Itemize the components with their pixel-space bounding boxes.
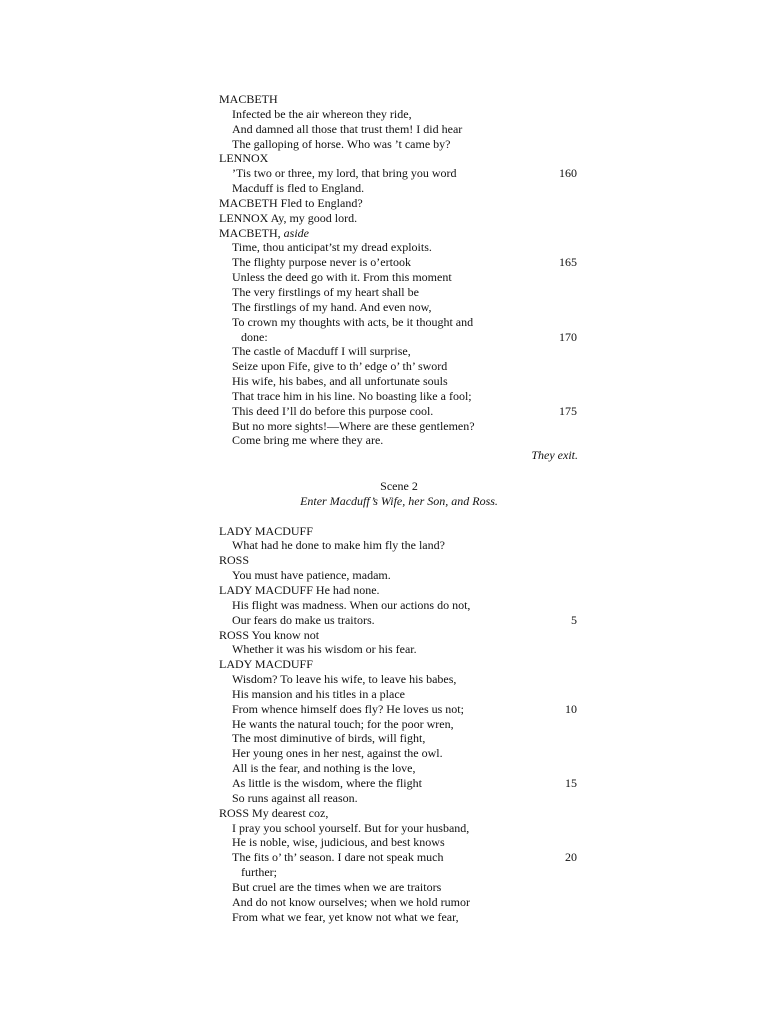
line-number: 20 bbox=[565, 850, 577, 865]
verse-text: Wisdom? To leave his wife, to leave his babes, bbox=[232, 672, 457, 687]
verse-line bbox=[219, 404, 579, 419]
verse-line bbox=[219, 598, 579, 613]
verse-line bbox=[219, 389, 579, 404]
verse-text: But no more sights!—Where are these gentlemen? bbox=[232, 418, 475, 433]
verse-line bbox=[219, 791, 579, 806]
verse-line bbox=[219, 240, 579, 255]
verse-text: Our fears do make us traitors. bbox=[232, 612, 375, 627]
verse-text: The most diminutive of birds, will fight, bbox=[232, 731, 426, 746]
speaker-line bbox=[219, 211, 579, 226]
speaker-line bbox=[219, 92, 579, 107]
line-number: 15 bbox=[565, 775, 577, 790]
verse-line bbox=[219, 107, 579, 122]
speaker-line bbox=[219, 151, 579, 166]
verse-text: And damned all those that trust them! I did hear bbox=[232, 121, 463, 136]
verse-line bbox=[219, 166, 579, 181]
speaker-line bbox=[219, 226, 579, 241]
verse-line bbox=[219, 344, 579, 359]
verse-line bbox=[219, 687, 579, 702]
verse-text: You must have patience, madam. bbox=[232, 568, 391, 583]
speaker-text: LENNOX bbox=[219, 151, 269, 166]
speaker-text: MACBETH Fled to England? bbox=[219, 195, 363, 210]
verse-line bbox=[219, 122, 579, 137]
verse-line bbox=[219, 181, 579, 196]
verse-text: He is noble, wise, judicious, and best knows bbox=[232, 835, 445, 850]
verse-text: Time, thou anticipat’st my dread exploits. bbox=[232, 240, 432, 255]
verse-line bbox=[219, 433, 579, 448]
stage-direction-exit: They exit. bbox=[531, 448, 578, 463]
verse-text: Come bring me where they are. bbox=[232, 433, 384, 448]
verse-text: Whether it was his wisdom or his fear. bbox=[232, 642, 417, 657]
scene2-dialogue bbox=[219, 524, 579, 925]
verse-text: The galloping of horse. Who was ’t came by? bbox=[232, 136, 451, 151]
verse-line bbox=[219, 613, 579, 628]
verse-text: From whence himself does fly? He loves us not; bbox=[232, 701, 464, 716]
speaker-line bbox=[219, 524, 579, 539]
speaker-line bbox=[219, 806, 579, 821]
verse-line bbox=[219, 672, 579, 687]
verse-text: Infected be the air whereon they ride, bbox=[232, 106, 412, 121]
verse-text: So runs against all reason. bbox=[232, 790, 358, 805]
speaker-line bbox=[219, 553, 579, 568]
verse-line bbox=[219, 731, 579, 746]
verse-text: The castle of Macduff I will surprise, bbox=[232, 344, 411, 359]
speaker-line bbox=[219, 657, 579, 672]
verse-line bbox=[219, 300, 579, 315]
verse-line bbox=[219, 270, 579, 285]
verse-line bbox=[219, 374, 579, 389]
speaker-text: ROSS You know not bbox=[219, 627, 320, 642]
line-number: 5 bbox=[571, 612, 577, 627]
verse-line bbox=[219, 255, 579, 270]
speaker-text: LADY MACDUFF bbox=[219, 657, 313, 672]
verse-text: Macduff is fled to England. bbox=[232, 181, 365, 196]
speaker-text: MACBETH bbox=[219, 92, 278, 106]
verse-line bbox=[219, 137, 579, 152]
line-number: 165 bbox=[559, 255, 577, 270]
stage-direction-entry: Enter Macduff’s Wife, her Son, and Ross. bbox=[300, 493, 498, 508]
line-number: 160 bbox=[559, 166, 577, 181]
verse-line bbox=[219, 285, 579, 300]
verse-text: The flighty purpose never is o’ertook bbox=[232, 255, 411, 270]
speaker-text: MACBETH, bbox=[219, 225, 281, 240]
verse-text: further; bbox=[241, 865, 277, 880]
verse-line bbox=[219, 642, 579, 657]
verse-text: All is the fear, and nothing is the love, bbox=[232, 761, 416, 776]
verse-text: His mansion and his titles in a place bbox=[232, 686, 405, 701]
verse-line bbox=[219, 776, 579, 791]
verse-text: ’Tis two or three, my lord, that bring you word bbox=[232, 166, 457, 181]
speaker-line bbox=[219, 196, 579, 211]
speaker-text: ROSS My dearest coz, bbox=[219, 805, 329, 820]
play-text bbox=[219, 92, 579, 924]
scene-heading: Scene 2 bbox=[380, 479, 418, 494]
speaker-text: LADY MACDUFF bbox=[219, 523, 313, 538]
verse-line bbox=[219, 880, 579, 895]
verse-text: done: bbox=[241, 329, 268, 344]
line-number: 170 bbox=[559, 329, 577, 344]
verse-line bbox=[219, 315, 579, 330]
verse-text: From what we fear, yet know not what we fear, bbox=[232, 909, 459, 924]
verse-continuation bbox=[219, 865, 579, 880]
speaker-text: LADY MACDUFF He had none. bbox=[219, 583, 380, 597]
verse-line bbox=[219, 359, 579, 374]
act3-scene1-ending bbox=[219, 92, 579, 463]
speaker-text: LENNOX Ay, my good lord. bbox=[219, 210, 358, 225]
line-number: 10 bbox=[565, 701, 577, 716]
verse-line bbox=[219, 895, 579, 910]
speaker-line bbox=[219, 583, 579, 598]
verse-text: The very firstlings of my heart shall be bbox=[232, 284, 419, 299]
verse-text: To crown my thoughts with acts, be it thought and bbox=[232, 314, 474, 329]
verse-line bbox=[219, 746, 579, 761]
verse-text: Unless the deed go with it. From this moment bbox=[232, 270, 452, 285]
verse-line bbox=[219, 717, 579, 732]
verse-line bbox=[219, 702, 579, 717]
verse-text: That trace him in his line. No boasting like a fool; bbox=[232, 388, 472, 403]
verse-continuation bbox=[219, 330, 579, 345]
verse-line bbox=[219, 761, 579, 776]
verse-text: Her young ones in her nest, against the owl. bbox=[232, 746, 443, 761]
verse-text: His flight was madness. When our actions do not, bbox=[232, 597, 471, 612]
verse-text: Seize upon Fife, give to th’ edge o’ th’ sword bbox=[232, 359, 448, 374]
verse-text: But cruel are the times when we are traitors bbox=[232, 879, 442, 894]
verse-text: As little is the wisdom, where the flight bbox=[232, 775, 422, 790]
verse-text: The firstlings of my hand. And even now, bbox=[232, 299, 432, 314]
verse-text: His wife, his babes, and all unfortunate souls bbox=[232, 374, 448, 389]
verse-text: He wants the natural touch; for the poor wren, bbox=[232, 716, 454, 731]
verse-line bbox=[219, 835, 579, 850]
stage-direction-aside: aside bbox=[283, 225, 310, 240]
speaker-line bbox=[219, 628, 579, 643]
verse-text: The fits o’ th’ season. I dare not speak much bbox=[232, 850, 444, 865]
line-number: 175 bbox=[559, 403, 577, 418]
verse-text: And do not know ourselves; when we hold rumor bbox=[232, 894, 470, 909]
verse-line bbox=[219, 850, 579, 865]
verse-line bbox=[219, 568, 579, 583]
verse-text: I pray you school yourself. But for your husband, bbox=[232, 820, 470, 835]
verse-text: What had he done to make him fly the land? bbox=[232, 538, 445, 553]
verse-line bbox=[219, 538, 579, 553]
verse-line bbox=[219, 910, 579, 925]
verse-line bbox=[219, 419, 579, 434]
speaker-text: ROSS bbox=[219, 553, 250, 568]
verse-text: This deed I’ll do before this purpose cool. bbox=[232, 403, 434, 418]
verse-line bbox=[219, 821, 579, 836]
